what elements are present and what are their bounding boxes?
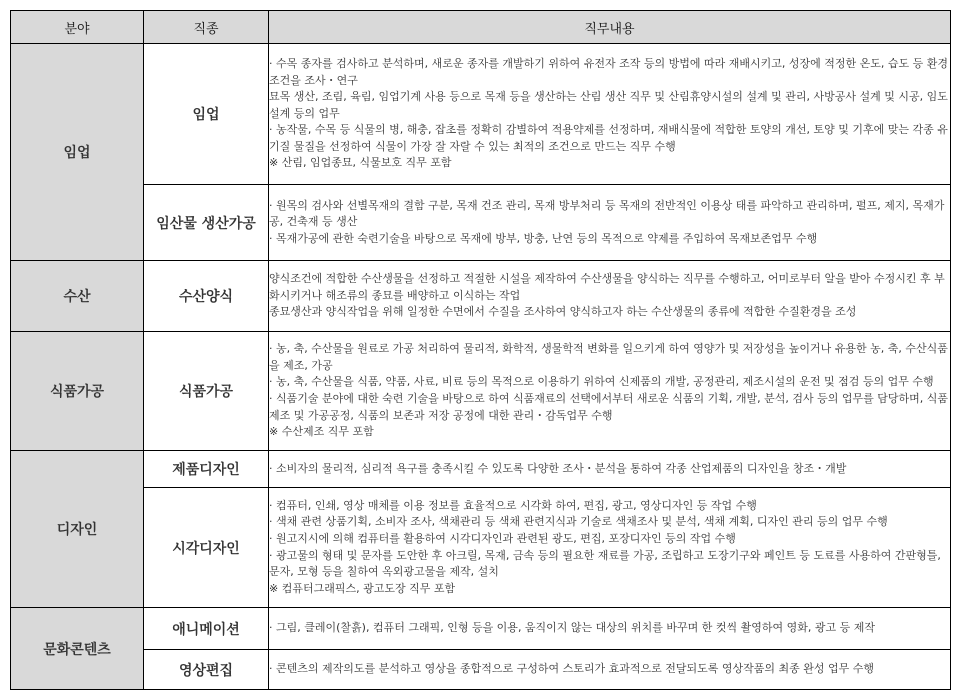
job-cell: 임산물 생산가공 xyxy=(144,185,269,261)
table-row xyxy=(11,650,951,690)
description-cell xyxy=(269,608,951,650)
description-line: · 원목의 검사와 선별목재의 결함 구분, 목재 건조 관리, 목재 방부처리 등 목재의 전반적인 이용상 태를 파악하고 관리하며, 펄프, 제지, 목재가공, 건축재 등 생산 xyxy=(269,198,945,229)
field-cell: 수산 xyxy=(11,261,144,332)
description-line: · 농, 축, 수산물을 원료로 가공 처리하여 물리적, 화학적, 생물학적 변화를 일으키게 하여 영양가 및 저장성을 높이거나 유용한 농, 축, 수산식품을 제조, 가공 xyxy=(269,342,948,372)
header-job: 직종 xyxy=(144,11,269,44)
description-cell xyxy=(269,488,951,608)
description-note: ※ 수산제조 직무 포함 xyxy=(269,425,374,439)
table-header-row xyxy=(11,11,951,44)
description-cell xyxy=(269,261,951,332)
job-cell: 수산양식 xyxy=(144,261,269,332)
table-row xyxy=(11,332,951,451)
description-cell xyxy=(269,650,951,690)
job-cell: 시각디자인 xyxy=(144,488,269,608)
description-note: ※ 컴퓨터그래픽스, 광고도장 직무 포함 xyxy=(269,581,456,595)
description-cell xyxy=(269,185,951,261)
header-field: 분야 xyxy=(11,11,144,44)
job-cell: 영상편집 xyxy=(144,650,269,690)
table-row xyxy=(11,185,951,261)
description-cell xyxy=(269,451,951,488)
description-line: · 원고지시에 의해 컴퓨터를 활용하여 시각디자인과 관련된 광도, 편집, 포장디자인 등의 작업 수행 xyxy=(269,531,736,545)
table-row xyxy=(11,608,951,650)
field-cell: 디자인 xyxy=(11,451,144,608)
description-line: · 목재가공에 관한 숙련기술을 바탕으로 목재에 방부, 방충, 난연 등의 목적으로 약제를 주입하여 목재보존업무 수행 xyxy=(269,231,818,245)
table-row xyxy=(11,44,951,185)
job-cell: 임업 xyxy=(144,44,269,185)
description-cell xyxy=(269,332,951,451)
description-line: 종묘생산과 양식작업을 위해 일정한 수면에서 수질을 조사하여 양식하고자 하는 수산생물의 종류에 적합한 수질환경을 조성 xyxy=(269,305,857,319)
field-cell: 임업 xyxy=(11,44,144,261)
header-description: 직무내용 xyxy=(269,11,951,44)
field-cell: 문화콘텐츠 xyxy=(11,608,144,690)
table-row xyxy=(11,451,951,488)
description-line: · 식품기술 분야에 대한 숙련 기술을 바탕으로 하여 식품재료의 선택에서부터 새로운 식품의 기획, 개발, 분석, 검사 등의 업무를 담당하며, 식품제조 및 가공공정, 식품의 보존과 저장 공정에 대한 관리・감독업무 수행 xyxy=(269,392,948,422)
table-row xyxy=(11,488,951,608)
description-line: · 그림, 클레이(찰흙), 컴퓨터 그래픽, 인형 등을 이용, 움직이지 않는 대상의 위치를 바꾸며 한 컷씩 촬영하여 영화, 광고 등 제작 xyxy=(269,621,876,635)
table-row xyxy=(11,261,951,332)
description-line: · 농작물, 수목 등 식물의 병, 해충, 잡초를 정확히 감별하여 적용약제를 선정하며, 재배식물에 적합한 토양의 개선, 토양 및 기후에 맞는 각종 유기질 물질을 선정하여 식물이 가장 잘 자랄 수 있는 최적의 조건으로 만드는 직무 수행 xyxy=(269,123,948,153)
field-cell: 식품가공 xyxy=(11,332,144,451)
description-line: 묘목 생산, 조림, 육림, 임업기계 사용 등으로 목재 등을 생산하는 산림 생산 직무 및 산림휴양시설의 설계 및 관리, 사방공사 설계 및 시공, 임도설계 등의 업무 xyxy=(269,90,948,120)
description-line: · 콘텐츠의 제작의도를 분석하고 영상을 종합적으로 구성하여 스토리가 효과적으로 전달되도록 영상작품의 최종 완성 업무 수행 xyxy=(269,662,874,676)
description-line: · 수목 종자를 검사하고 분석하며, 새로운 종자를 개발하기 위하여 유전자 조작 등의 방법에 따라 재배시키고, 성장에 적정한 온도, 습도 등 환경조건을 조사・연구 xyxy=(269,56,948,87)
description-cell xyxy=(269,44,951,185)
description-note: ※ 산림, 임업종묘, 식물보호 직무 포함 xyxy=(269,156,452,170)
job-cell: 애니메이션 xyxy=(144,608,269,650)
description-line: · 컴퓨터, 인쇄, 영상 매체를 이용 정보를 효율적으로 시각화 하여, 편집, 광고, 영상디자인 등 작업 수행 xyxy=(269,498,757,512)
description-line: · 색채 관련 상품기획, 소비자 조사, 색채관리 등 색채 관련지식과 기술로 색채조사 및 분석, 색채 계획, 디자인 관리 등의 업무 수행 xyxy=(269,515,888,529)
description-line: 양식조건에 적합한 수산생물을 선정하고 적절한 시설을 제작하여 수산생물을 양식하는 직무를 수행하고, 어미로부터 알을 받아 수정시킨 후 부화시키거나 해조류의 종묘를 배양하고 이식하는 작업 xyxy=(269,272,945,302)
description-line: · 농, 축, 수산물을 식품, 약품, 사료, 비료 등의 목적으로 이용하기 위하여 신제품의 개발, 공정관리, 제조시설의 운전 및 점검 등의 업무 수행 xyxy=(269,375,934,389)
job-cell: 식품가공 xyxy=(144,332,269,451)
job-cell: 제품디자인 xyxy=(144,451,269,488)
description-line: · 소비자의 물리적, 심리적 욕구를 충족시킬 수 있도록 다양한 조사・분석을 통하여 각종 산업제품의 디자인을 창조・개발 xyxy=(269,461,847,475)
description-line: · 광고물의 형태 및 문자를 도안한 후 아크릴, 목재, 금속 등의 필요한 재료를 가공, 조립하고 도장기구와 페인트 등 도료를 사용하여 간판형틀, 문자, 모형 등을 칠하여 옥외광고물을 제작, 설치 xyxy=(269,548,941,579)
job-description-table xyxy=(10,10,951,690)
